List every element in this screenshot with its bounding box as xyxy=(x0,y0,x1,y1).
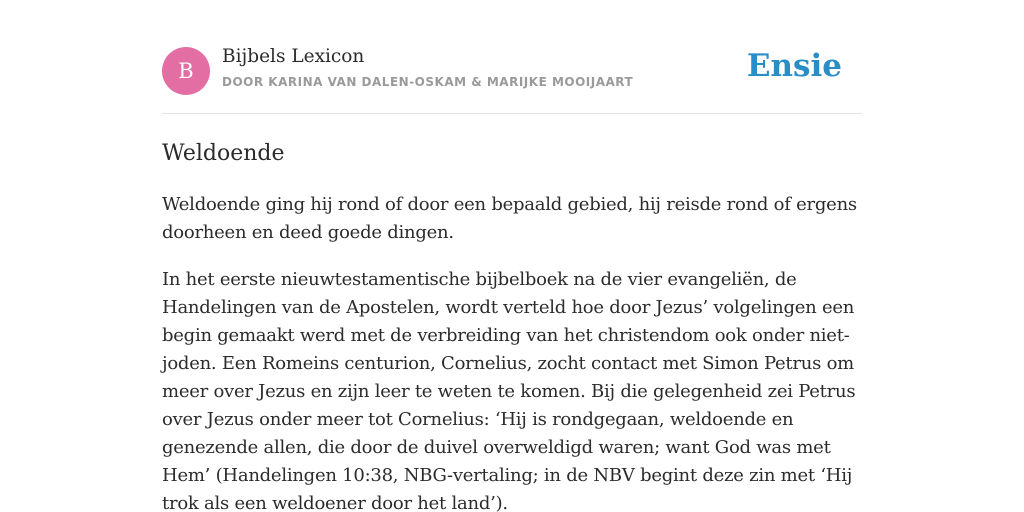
book-authors: DOOR KARINA VAN DALEN-OSKAM & MARIJKE MOOIJAART xyxy=(222,75,634,89)
header xyxy=(162,0,862,114)
entry-paragraph: Weldoende ging hij rond of door een bepaald gebied, hij reisde rond of ergens doorheen en deed goede dingen. xyxy=(162,194,857,243)
site-logo[interactable]: Ensie xyxy=(746,48,842,84)
book-title[interactable]: Bijbels Lexicon xyxy=(222,46,365,67)
entry-paragraph: In het eerste nieuwtestamentische bijbelboek na de vier evangeliën, de Handelingen van de Apostelen, wordt verteld hoe door Jezus’ volgelingen een begin gemaakt werd met de verbreiding van het christendom ook onder niet-joden. Een Romeins centurion, Cornelius, zocht contact met Simon Petrus om meer over Jezus en zijn leer te weten te komen. Bij die gelegenheid zei Petrus over Jezus onder meer tot Cornelius: ‘Hij is rondgegaan, weldoende en genezende allen, die door de duivel overweldigd waren; want God was met Hem’ (Handelingen 10:38, NBG-vertaling; in de NBV begint deze zin met ‘Hij trok als een weldoener door het land’). xyxy=(162,269,856,512)
page xyxy=(162,0,862,512)
book-avatar[interactable]: B xyxy=(162,47,210,95)
entry-title: Weldoende xyxy=(162,141,285,166)
